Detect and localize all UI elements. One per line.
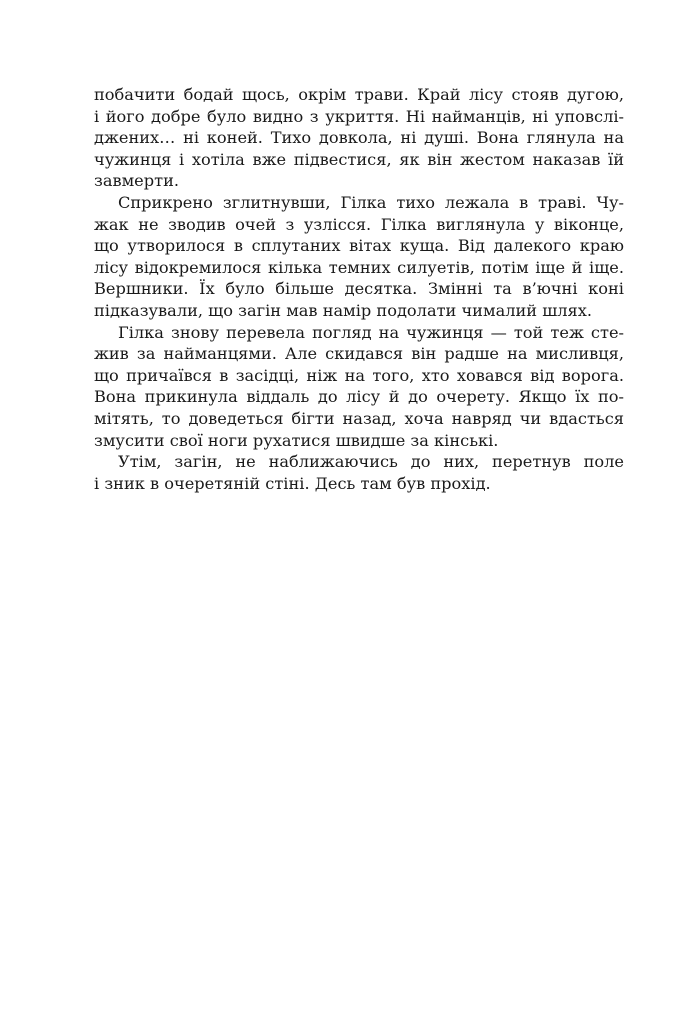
text-line: жив за найманцями. Але скидався він радше на мисливця, xyxy=(94,344,624,364)
paragraph-3 xyxy=(94,322,624,452)
paragraph-2 xyxy=(94,192,624,322)
text-line: джених… ні коней. Тихо довкола, ні душі. Вона глянула на xyxy=(94,128,624,148)
text-line: і його добре було видно з укриття. Ні найманців, ні уповслі- xyxy=(94,106,624,126)
text-line: Вершники. Їх було більше десятка. Змінні та в’ючні коні xyxy=(94,279,624,299)
body-text xyxy=(94,84,624,494)
text-line: що причаївся в засідці, ніж на того, хто ховався від ворога. xyxy=(94,365,624,385)
text-line: що утворилося в сплутаних вітах куща. Від далекого краю xyxy=(94,236,624,256)
text-line: лісу відокремилося кілька темних силуетів, потім іще й іще. xyxy=(94,257,624,277)
text-line: Вона прикинула віддаль до лісу й до очерету. Якщо їх по- xyxy=(94,387,624,407)
text-line: Сприкрено зглитнувши, Гілка тихо лежала в траві. Чу- xyxy=(118,192,624,212)
text-line: Гілка знову перевела погляд на чужинця — той теж сте- xyxy=(118,322,624,342)
paragraph-4 xyxy=(94,451,624,494)
text-line: підказували, що загін мав намір подолати чималий шлях. xyxy=(94,300,593,320)
text-line: змусити свої ноги рухатися швидше за кінські. xyxy=(94,430,499,450)
text-line: завмерти. xyxy=(94,171,180,191)
text-line: Утім, загін, не наближаючись до них, перетнув поле xyxy=(118,452,624,472)
text-line: і зник в очеретяній стіні. Десь там був прохід. xyxy=(94,473,491,493)
text-line: мітять, то доведеться бігти назад, хоча навряд чи вдасться xyxy=(94,408,624,428)
text-line: жак не зводив очей з узлісся. Гілка виглянула у віконце, xyxy=(94,214,624,234)
paragraph-1 xyxy=(94,84,624,192)
text-line: чужинця і хотіла вже підвестися, як він жестом наказав їй xyxy=(94,149,624,169)
text-line: побачити бодай щось, окрім трави. Край лісу стояв дугою, xyxy=(94,85,624,104)
